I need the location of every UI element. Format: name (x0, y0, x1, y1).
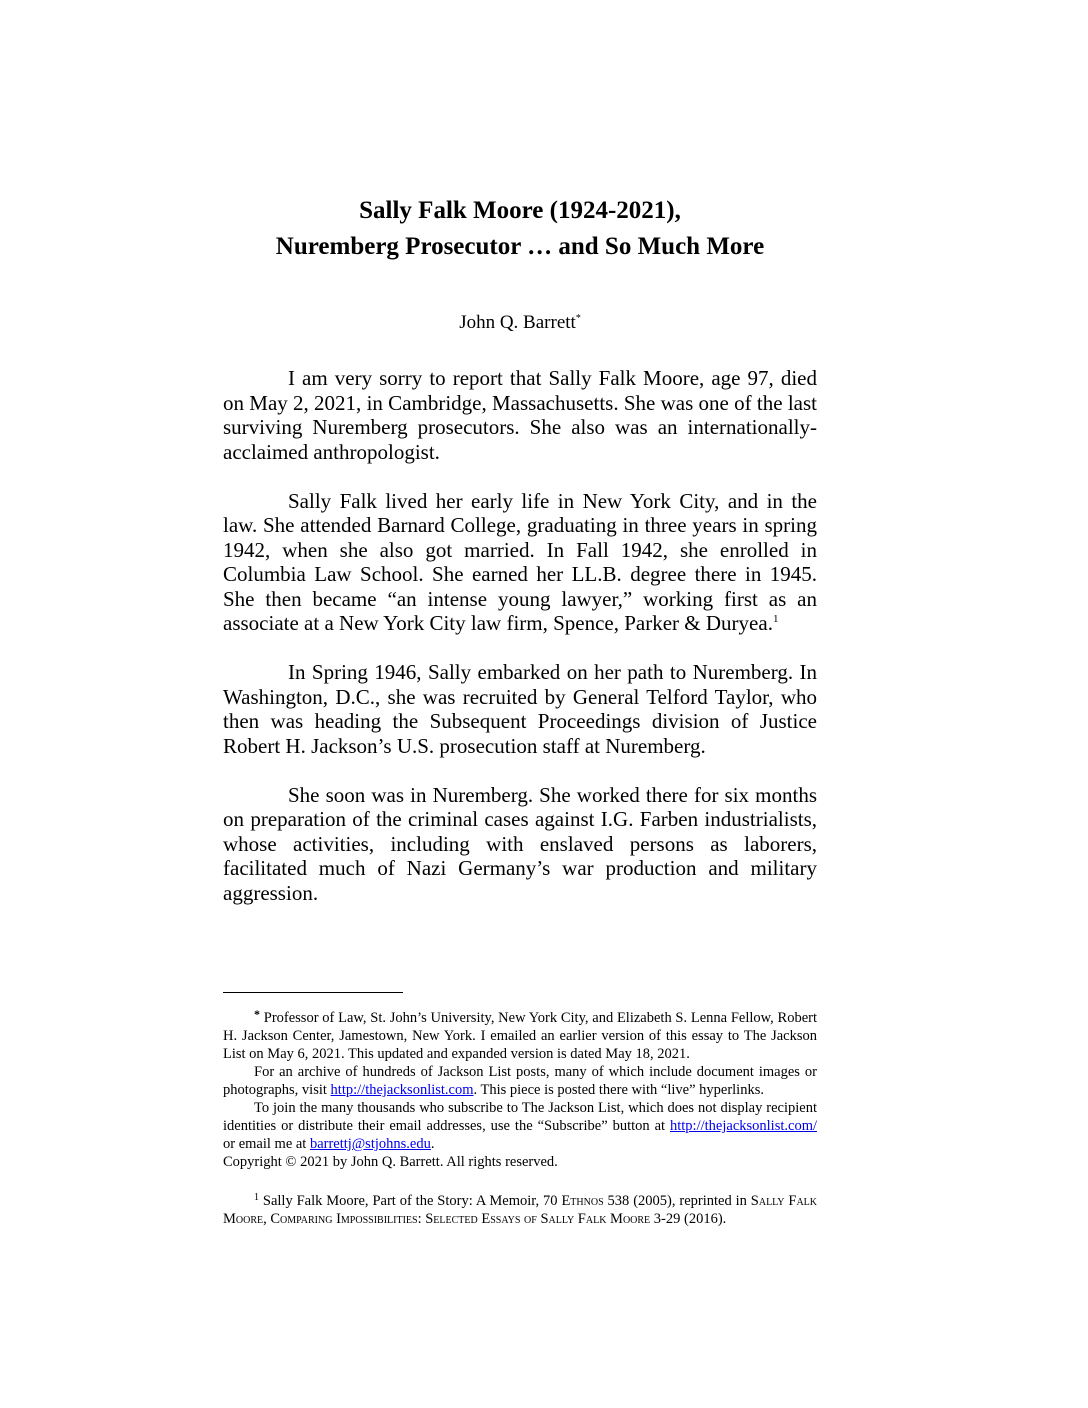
email-link[interactable]: barrettj@stjohns.edu (309, 1136, 431, 1152)
footnotes (223, 1005, 817, 1228)
paragraph-1: I am very sorry to report that Sally Falk Moore, age 97, died on May 2, 2021, in Cambridge, Massachusetts. She was one of the last surviving Nuremberg prosecutors. She also was an internationally-acclaimed anthropologist. (223, 366, 817, 464)
author-footnote-marker: * (575, 313, 581, 324)
jacksonlist-link[interactable]: http://thejacksonlist.com (330, 1082, 474, 1098)
footnote-archive (223, 1063, 817, 1099)
footnote-star-marker: * (254, 1007, 260, 1021)
author-byline (200, 307, 840, 335)
footnote-1-text: Sally Falk Moore, Part of the Story: A Memoir, 70 (262, 1193, 562, 1209)
paragraph-4: She soon was in Nuremberg. She worked there for six months on preparation of the criminal cases against I.G. Farben industrialists, whose activities, including with enslaved persons as laborers, facilitated much of Nazi Germany’s war production and military aggression. (223, 782, 817, 905)
footnote-1-marker: 1 (254, 1192, 259, 1203)
paragraph-3: In Spring 1946, Sally embarked on her path to Nuremberg. In Washington, D.C., she was recruited by General Telford Taylor, who then was heading the Subsequent Proceedings division of Justice Robert H. Jackson’s U.S. prosecution staff at Nuremberg. (223, 660, 817, 758)
join-text-mid: or email me at (223, 1136, 310, 1152)
archive-text-end: . This piece is posted there with “live” hyperlinks. (473, 1082, 764, 1098)
join-text: To join the many thousands who subscribe to The Jackson List, which does not display recipient identities or distribute their email addresses, use the “Subscribe” button at (223, 1100, 817, 1134)
footnote-star (223, 1005, 817, 1063)
archive-text: For an archive of hundreds of Jackson List posts, many of which include document images or photographs, visit (223, 1064, 817, 1098)
title-line-1: Sally Falk Moore (1924-2021), (359, 197, 681, 224)
footnote-separator (223, 992, 403, 993)
footnote-ref-1: 1 (772, 613, 779, 625)
article-body (223, 366, 817, 930)
copyright-notice: Copyright © 2021 by John Q. Barrett. All rights reserved. (223, 1154, 558, 1170)
footnote-join (223, 1099, 817, 1153)
document-title (200, 193, 840, 265)
join-text-end: . (430, 1136, 435, 1152)
title-line-2: Nuremberg Prosecutor … and So Much More (275, 233, 765, 260)
footnote-star-text: Professor of Law, St. John’s University, New York City, and Elizabeth S. Lenna Fellow, Robert H. Jackson Center, Jamestown, New York. I emailed an earlier version of this essay to The Jackson List on May 6, 2021. This updated and expanded version is dated May 18, 2021. (223, 1010, 818, 1062)
paragraph-2-text: Sally Falk lived her early life in New York City, and in the law. She attended Barnard College, graduating in three years in spring 1942, when she also got married. In Fall 1942, she enrolled in Columbia Law School. She earned her LL.B. degree there in 1945. She then became “an intense young lawyer,” working first as an associate at a New York City law firm, Spence, Parker & Duryea. (223, 488, 817, 635)
footnote-1-text-end: 3-29 (2016). (650, 1211, 727, 1227)
jacksonlist-subscribe-link[interactable]: http://thejacksonlist.com/ (670, 1118, 817, 1134)
paragraph-2 (223, 489, 817, 636)
footnote-1 (223, 1189, 817, 1228)
journal-name: Ethnos (561, 1193, 604, 1209)
book-title: Sally Falk Moore, Comparing Impossibilities: Selected Essays of Sally Falk Moore (223, 1193, 818, 1227)
footnote-1-text-mid: 538 (2005), reprinted in (603, 1193, 751, 1209)
author-name: John Q. Barrett (459, 312, 576, 333)
